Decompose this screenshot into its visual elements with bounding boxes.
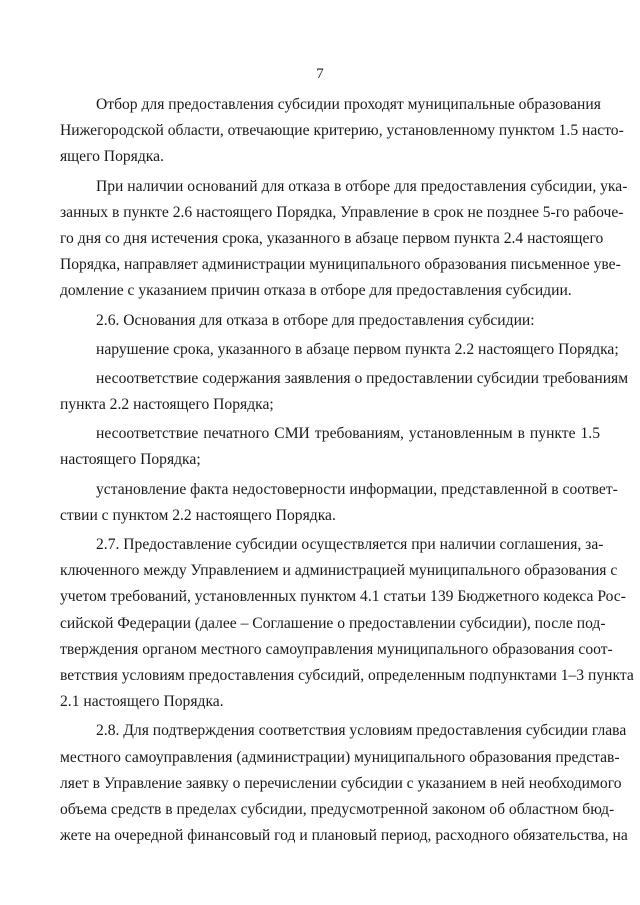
text-line: Порядка, направляет администрации муниципального образования письменное уве- <box>60 256 621 274</box>
paragraph <box>60 308 600 334</box>
text-line: Отбор для предоставления субсидии проходят муниципальные образования <box>96 96 601 113</box>
text-line: тверждения органом местного самоуправления муниципального образования соот- <box>60 640 613 658</box>
text-line: местного самоуправления (администрации) муниципального образования представ- <box>60 748 620 766</box>
text-line: ключенного между Управлением и администрацией муниципального образования с <box>60 562 618 580</box>
text-line: занных в пункте 2.6 настоящего Порядка, Управление в срок не позднее 5-го рабоче- <box>60 203 624 221</box>
paragraph <box>60 421 600 473</box>
text-line: настоящего Порядка; <box>60 451 201 469</box>
text-line: ящего Порядка. <box>60 148 164 166</box>
text-line: 2.1 настоящего Порядка. <box>60 693 224 711</box>
text-line: домление с указанием причин отказа в отборе для предоставления субсидии. <box>60 282 572 300</box>
paragraph <box>60 337 619 363</box>
text-line: При наличии оснований для отказа в отборе для предоставления субсидии, ука- <box>96 177 628 195</box>
text-line: жете на очередной финансовый год и плановый период, расходного обязательства, на <box>60 827 628 845</box>
text-line: пункта 2.2 настоящего Порядка; <box>60 396 274 414</box>
paragraph <box>60 532 634 715</box>
text-line: установление факта недостоверности информации, представленной в соответ- <box>96 480 618 498</box>
paragraph <box>60 174 628 305</box>
text-line: объема средств в пределах субсидии, предусмотренной законом об областном бюд- <box>60 800 615 818</box>
paragraph <box>60 366 629 418</box>
paragraph <box>60 477 618 529</box>
paragraph <box>60 92 624 171</box>
text-line: 2.8. Для подтверждения соответствия условиям предоставления субсидии глава <box>96 722 627 740</box>
paragraph-gap <box>60 849 600 852</box>
page-number: 7 <box>316 66 324 82</box>
text-line: несоответствие печатного СМИ требованиям, установленным в пункте 1.5 <box>96 425 600 443</box>
document-body <box>60 92 634 852</box>
text-line: Нижегородской области, отвечающие критерию, установленному пунктом 1.5 насто- <box>60 122 624 140</box>
text-line: ствии с пунктом 2.2 настоящего Порядка. <box>60 506 336 524</box>
text-line: 2.7. Предоставление субсидии осуществляется при наличии соглашения, за- <box>96 536 604 553</box>
text-line: сийской Федерации (далее – Соглашение о предоставлении субсидии), после под- <box>60 614 606 632</box>
paragraph <box>60 718 628 849</box>
text-line: го дня со дня истечения срока, указанного в абзаце первом пункта 2.4 настоящего <box>60 229 604 247</box>
text-line: учетом требований, установленных пунктом 4.1 статьи 139 Бюджетного кодекса Рос- <box>60 588 626 606</box>
text-line: ветствия условиям предоставления субсидий, определенным подпунктами 1–3 пункта <box>60 666 634 684</box>
text-line: 2.6. Основания для отказа в отборе для предоставления субсидии: <box>96 311 535 329</box>
text-line: несоответствие содержания заявления о предоставлении субсидии требованиям <box>96 369 629 387</box>
text-line: ляет в Управление заявку о перечислении субсидии с указанием в ней необходимого <box>60 774 622 792</box>
text-line: нарушение срока, указанного в абзаце первом пункта 2.2 настоящего Порядка; <box>96 340 619 358</box>
